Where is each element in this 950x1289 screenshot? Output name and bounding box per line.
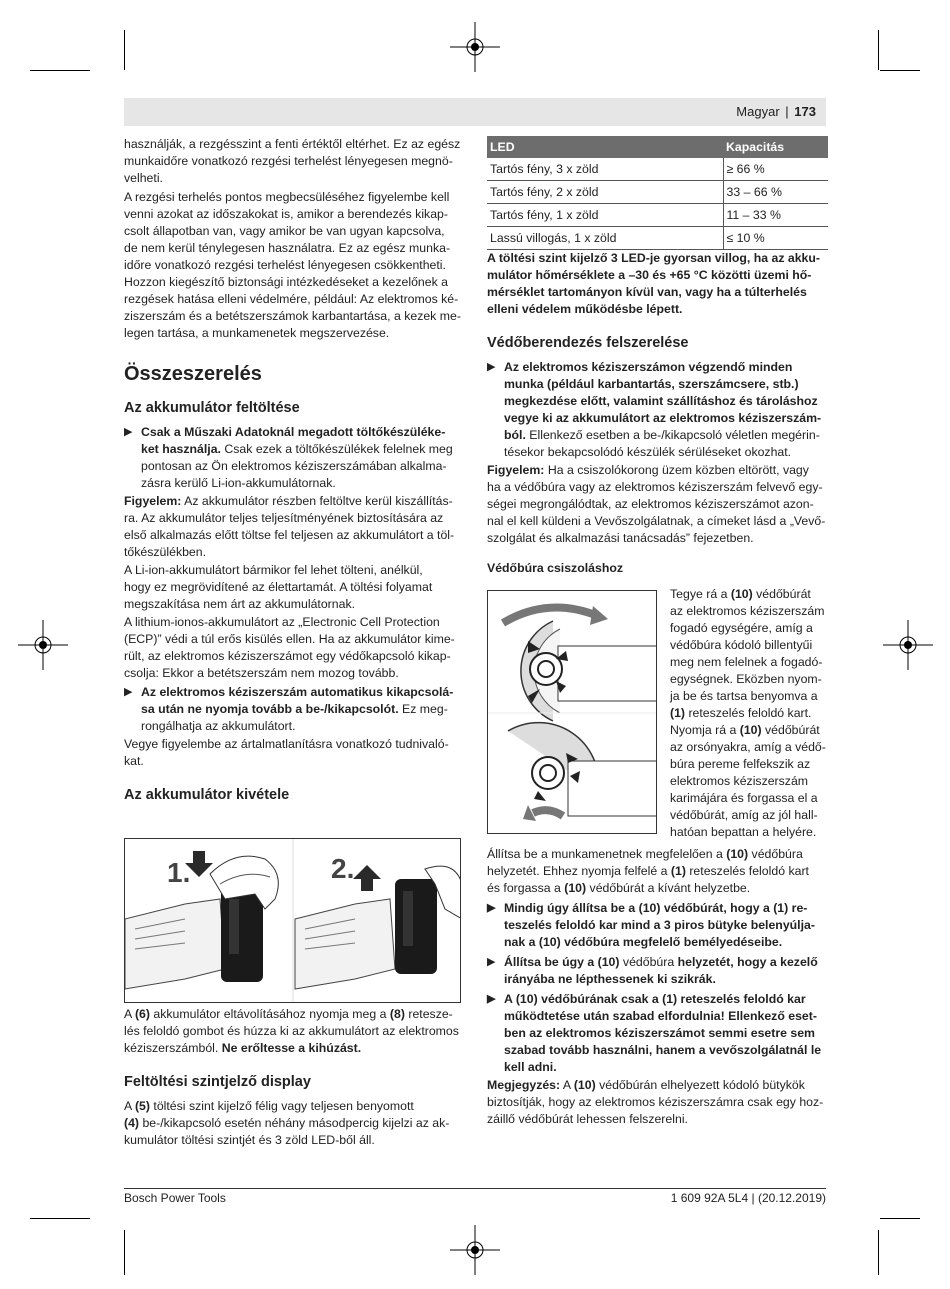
registration-mark-bottom (450, 1225, 500, 1275)
header-language: Magyar (736, 104, 780, 119)
footer-doc-id: 1 609 92A 5L4 | (20.12.2019) (670, 1191, 826, 1205)
page-header: Magyar | 173 (736, 104, 816, 119)
right-column-lower (487, 846, 832, 1128)
bullet-chargers: ▶ Csak a Műszaki Adatoknál megadott töltőkészüléke- ket használja. Csak ezek a töltőkészülékek felelnek meg pontosan az Ön elektromos kéziszerszámában alkalma- zásra kerülő Li-ion-akkumulátornak. (124, 425, 453, 490)
bullet-arrow-icon: ▶ (124, 426, 133, 438)
crop-mark (878, 30, 879, 70)
crop-mark (124, 1230, 125, 1275)
led-capacity-table (487, 136, 828, 250)
bullet-arrow-icon: ▶ (124, 686, 133, 698)
bullet-sparks: ▶ Állítsa be úgy a (10) védőbúra helyzetét, hogy a kezelő irányába ne lépthessenek ki szikrák. (487, 955, 818, 986)
bullet-guard-rotation: ▶ A (10) védőbúrának csak a (1) reteszelés feloldó kar működtetése után szabad elfordulnia! Ellenkező eset- ben az elektromos kéziszerszámot semmi esetre sem szabad tovább használni, hanem a vevőszolgálatnál le kell adni. (487, 992, 822, 1074)
bullet-arrow-icon: ▶ (487, 361, 496, 373)
footer-brand: Bosch Power Tools (124, 1191, 226, 1205)
crop-mark (124, 30, 125, 70)
registration-mark-top (450, 22, 500, 72)
bullet-auto-shutoff: ▶ Az elektromos kéziszerszám automatikus kikapcsolá- sa után ne nyomja tovább a be-/kikapcsolót. Ez meg- rongálhatja az akkumulátort. (124, 685, 454, 733)
registration-mark-left (18, 620, 68, 670)
figure-battery-removal (124, 838, 461, 1003)
right-column (487, 136, 828, 577)
paragraph-safety: Hozzon kiegészítő biztonsági intézkedéseket a kezelőnek a rezgések hatása elleni védelmére, például: Az elektromos ké- ziszerszám és a betétszerszámok karbantartása, a kezek me- legen tartása, a munkamenetek megszervezése. (124, 275, 461, 340)
table-row: Tartós fény, 1 x zöld 11 – 33 % (487, 204, 828, 227)
table-row: Lassú villogás, 1 x zöld ≤ 10 % (487, 227, 828, 250)
guard-mounting-illustration (488, 591, 657, 834)
header-bar (124, 98, 826, 126)
crop-mark (880, 70, 920, 71)
paragraph-intro: használják, a rezgésszint a fenti értéktől eltérhet. Ez az egész munkaidőre vonatkozó rezgési terhelést lényegesen megnö- velheti. (124, 137, 461, 185)
paragraph-guard-mount: Tegye rá a (10) védőbúrát az elektromos kéziszerszám fogadó egységére, amíg a védőbúra kódoló billentyűi meg nem felelnek a fogadó- egységnek. Eközben nyom- ja be és tartsa benyomva a (1) reteszelés feloldó kart. Nyomja rá a (10) védőbúrát az orsónyakra, amíg a védő- búra pereme felfekszik az elektromos kéziszerszám karimájára és forgassa el a védőbúrát, amíg az jól hall- hatóan bepattan a helyére. (670, 587, 826, 839)
paragraph-note: Figyelem: Az akkumulátor részben feltöltve kerül kiszállítás- ra. Az akkumulátor teljes teljesítményének biztosítására az első alkalmazás előtt töltse fel teljesen az akkumulátort a töl- tőkészülékben. (124, 494, 455, 559)
table-row: Tartós fény, 3 x zöld ≥ 66 % (487, 158, 828, 181)
table-header-led: LED (487, 136, 723, 158)
paragraph-note-guard: Figyelem: Ha a csiszolókorong üzem közben eltörött, vagy ha a védőbúra vagy az elektromos kéziszerszám felvevő egy- ségei megrongálódtak, az elektromos kéziszerszámot azon- nal el kell küldeni a Vevőszolgálatnak, a címeket lásd a „Vevő- szolgálat és alkalmazási tanácsadás” fejezetben. (487, 463, 826, 545)
guard-side-text (670, 586, 835, 841)
subsection-title-display: Feltöltési szintjelző display (124, 1074, 311, 1090)
subsection-title-grinding-guard: Védőbúra csiszoláshoz (487, 561, 623, 575)
figure-step-1-label: 1. (167, 857, 191, 888)
bullet-arrow-icon: ▶ (487, 902, 496, 914)
paragraph-liion: A Li-ion-akkumulátort bármikor fel lehet tölteni, anélkül, hogy ez megrövidítené az élettartamát. A töltési folyamat megszakítása nem árt az akkumulátornak. (124, 563, 433, 611)
left-column (124, 136, 461, 804)
paragraph-ecp: A lithium-ionos-akkumulátort az „Electronic Cell Protection (ECP)” védi a túl erős kisülés ellen. Ha az akkumulátor kime- rült, az elektromos kéziszerszámot egy védőkapcsoló kikap- csolja: Ekkor a betétszerszám nem mozog tovább. (124, 615, 455, 680)
paragraph-vibration: A rezgési terhelés pontos megbecsüléséhez figyelembe kell venni azokat az időszakokat is, amikor a berendezés kikap- csolt állapotban van, vagy amikor be van ugyan kapcsolva, de nem kerül ténylegesen használatra. Ez az egész munka- időre vonatkozó rezgési terhelést lényegesen csökkentheti. (124, 190, 451, 272)
section-title-assembly: Összeszerelés (124, 363, 262, 385)
paragraph-led-warning: A töltési szint kijelző 3 LED-je gyorsan villog, ha az akku- mulátor hőmérséklete a –30 és +65 °C közötti üzemi hő- mérséklet tartományon kívül van, vagy ha a túlterhelés elleni védelem működésbe lépett. (487, 251, 821, 316)
paragraph-coding-cams: Megjegyzés: A (10) védőbúrán elhelyezett kódoló bütykök biztosítják, hogy az elektromos kéziszerszámra csak egy hoz- záillő védőbúrát lehessen felszerelni. (487, 1078, 824, 1126)
figure-guard-mounting (487, 590, 657, 834)
paragraph-display: A (5) töltési szint kijelző félig vagy teljesen benyomott (4) be-/kikapcsoló esetén néhány másodpercig kijelzi az ak- kumulátor töltési szintjét és 3 zöld LED-ből áll. (124, 1099, 450, 1147)
bullet-remove-battery: ▶ Az elektromos kéziszerszámon végzendő minden munka (például karbantartás, szerszámcsere, stb.) megkezdése előtt, valamint szállításhoz és tároláshoz vegye ki az akkumulátort az elektromos kéziszerszám- ból. Ellenkező esetben a be-/kikapcsoló véletlen megérin- tésekor bekapcsolódó készülék sérüléseket okozhat. (487, 360, 822, 459)
bullet-arrow-icon: ▶ (487, 993, 496, 1005)
page-number: 173 (794, 104, 816, 119)
crop-mark (30, 1218, 90, 1219)
paragraph-disposal: Vegye figyelembe az ártalmatlanításra vonatkozó tudnivaló- kat. (124, 737, 449, 768)
table-header-capacity: Kapacitás (723, 136, 828, 158)
crop-mark (30, 70, 90, 71)
footer-rule (124, 1188, 826, 1189)
bullet-arrow-icon: ▶ (487, 956, 496, 968)
table-row: Tartós fény, 2 x zöld 33 – 66 % (487, 181, 828, 204)
subsection-title-removal: Az akkumulátor kivétele (124, 787, 290, 803)
crop-mark (878, 1230, 879, 1275)
crop-mark (880, 1218, 920, 1219)
subsection-title-guard: Védőberendezés felszerelése (487, 335, 689, 351)
paragraph-removal: A (6) akkumulátor eltávolításához nyomja meg a (8) retesze- lés feloldó gombot és húzza ki az akkumulátort az elektromos kéziszerszámból. Ne erőltesse a kihúzást. (124, 1007, 459, 1055)
left-column-lower (124, 1006, 461, 1149)
paragraph-adjust: Állítsa be a munkamenetnek megfelelően a (10) védőbúra helyzetét. Ehhez nyomja felfelé a (1) reteszelés feloldó kart és forgassa a (10) védőbúrát a kívánt helyzetbe. (487, 847, 809, 895)
bullet-guard-position: ▶ Mindig úgy állítsa be a (10) védőbúrát, hogy a (1) re- teszelés feloldó kar mind a 3 piros bütyke belenyúlja- nak a (10) védőbúra megfelelő bemélyedéseibe. (487, 901, 815, 949)
registration-mark-right (883, 620, 933, 670)
figure-step-2-label: 2. (331, 853, 355, 884)
subsection-title-charging: Az akkumulátor feltöltése (124, 400, 300, 416)
